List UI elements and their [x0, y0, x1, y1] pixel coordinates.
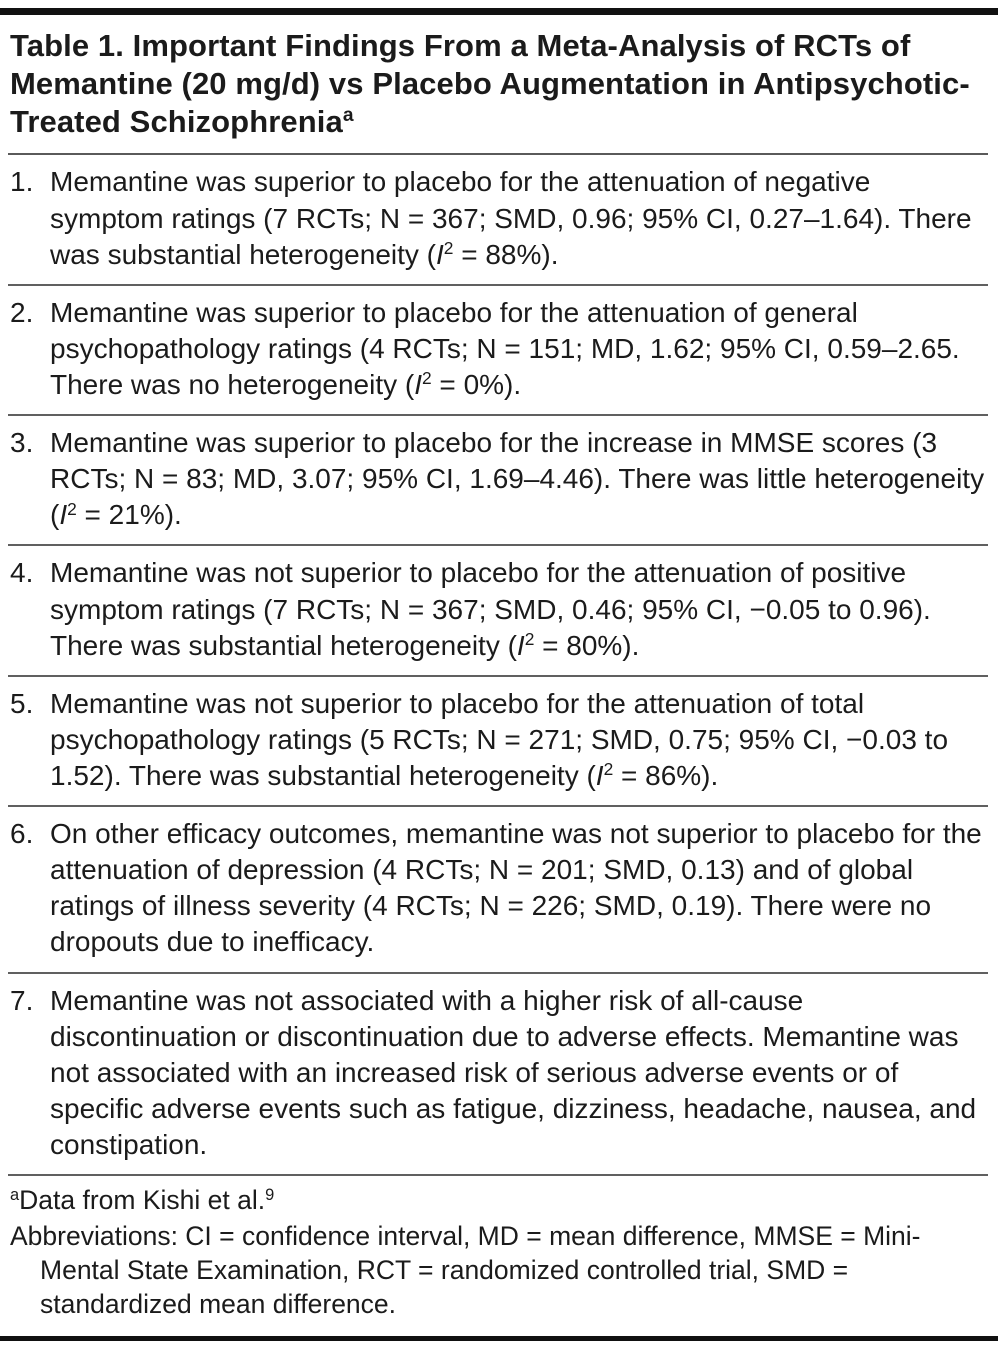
- finding-item-4: [8, 546, 988, 676]
- finding-number: 6.: [10, 818, 34, 850]
- finding-number: 5.: [10, 687, 34, 719]
- finding-number: 3.: [10, 427, 34, 459]
- finding-text: Memantine was not superior to placebo for the attenuation of positive symptom ratings (7 RCTs; N = 367; SMD, 0.46; 95% CI, −0.05 to 0.96). There was substantial heterogeneity $(I^2 = 80\%)$.: [50, 557, 931, 661]
- finding-text: Memantine was superior to placebo for the increase in MMSE scores (3 RCTs; N = 83; MD, 3.07; 95% CI, 1.69–4.46). There was little heterogeneity $(I^2 = 21\%)$.: [50, 427, 985, 531]
- finding-number: 7.: [10, 984, 34, 1016]
- finding-item-6: [8, 807, 988, 973]
- finding-item-3: [8, 416, 988, 546]
- finding-number: 4.: [10, 557, 34, 589]
- finding-item-1: [8, 155, 988, 285]
- findings-table: [0, 8, 998, 1341]
- findings-list: [8, 155, 988, 1176]
- footnote-abbreviations: Abbreviations: CI = confidence interval, MD = mean difference, MMSE = Mini-Mental State Examination, RCT = randomized controlled trial, SMD = standardized mean difference.: [10, 1220, 921, 1319]
- table-footnotes: [8, 1176, 988, 1336]
- finding-text: Memantine was not associated with a higher risk of all-cause discontinuation or discontinuation due to adverse effects. Memantine was not associated with an increased risk of serious adverse events or of specific adverse events such as fatigue, dizziness, headache, nausea, and constipation.: [50, 984, 977, 1160]
- finding-item-5: [8, 677, 988, 807]
- finding-item-2: [8, 286, 988, 416]
- finding-number: 2.: [10, 296, 34, 328]
- finding-text: Memantine was superior to placebo for the attenuation of negative symptom ratings (7 RCTs; N = 367; SMD, 0.96; 95% CI, 0.27–1.64). There was substantial heterogeneity $(I^2 = 88\%)$.: [50, 166, 972, 270]
- finding-item-7: [8, 974, 988, 1177]
- finding-text: Memantine was superior to placebo for the attenuation of general psychopathology ratings (4 RCTs; N = 151; MD, 1.62; 95% CI, 0.59–2.65. There was no heterogeneity $(I^2 = 0\%)$.: [50, 296, 960, 400]
- footnote-source: $^a$Data from Kishi et al.$^9$: [10, 1185, 275, 1216]
- finding-text: Memantine was not superior to placebo for the attenuation of total psychopathology ratings (5 RCTs; N = 271; SMD, 0.75; 95% CI, −0.03 to 1.52). There was substantial heterogeneity $(I^2 = 86\%)$.: [50, 687, 949, 791]
- finding-text: On other efficacy outcomes, memantine was not superior to placebo for the attenuation of depression (4 RCTs; N = 201; SMD, 0.13) and of global ratings of illness severity (4 RCTs; N = 226; SMD, 0.19). There were no dropouts due to inefficacy.: [50, 818, 982, 958]
- table-title: Table 1. Important Findings From a Meta-Analysis of RCTs of Memantine (20 mg/d) vs Placebo Augmentation in Antipsychotic-Treated Schizophrenia$^a$: [8, 15, 988, 155]
- finding-number: 1.: [10, 166, 34, 198]
